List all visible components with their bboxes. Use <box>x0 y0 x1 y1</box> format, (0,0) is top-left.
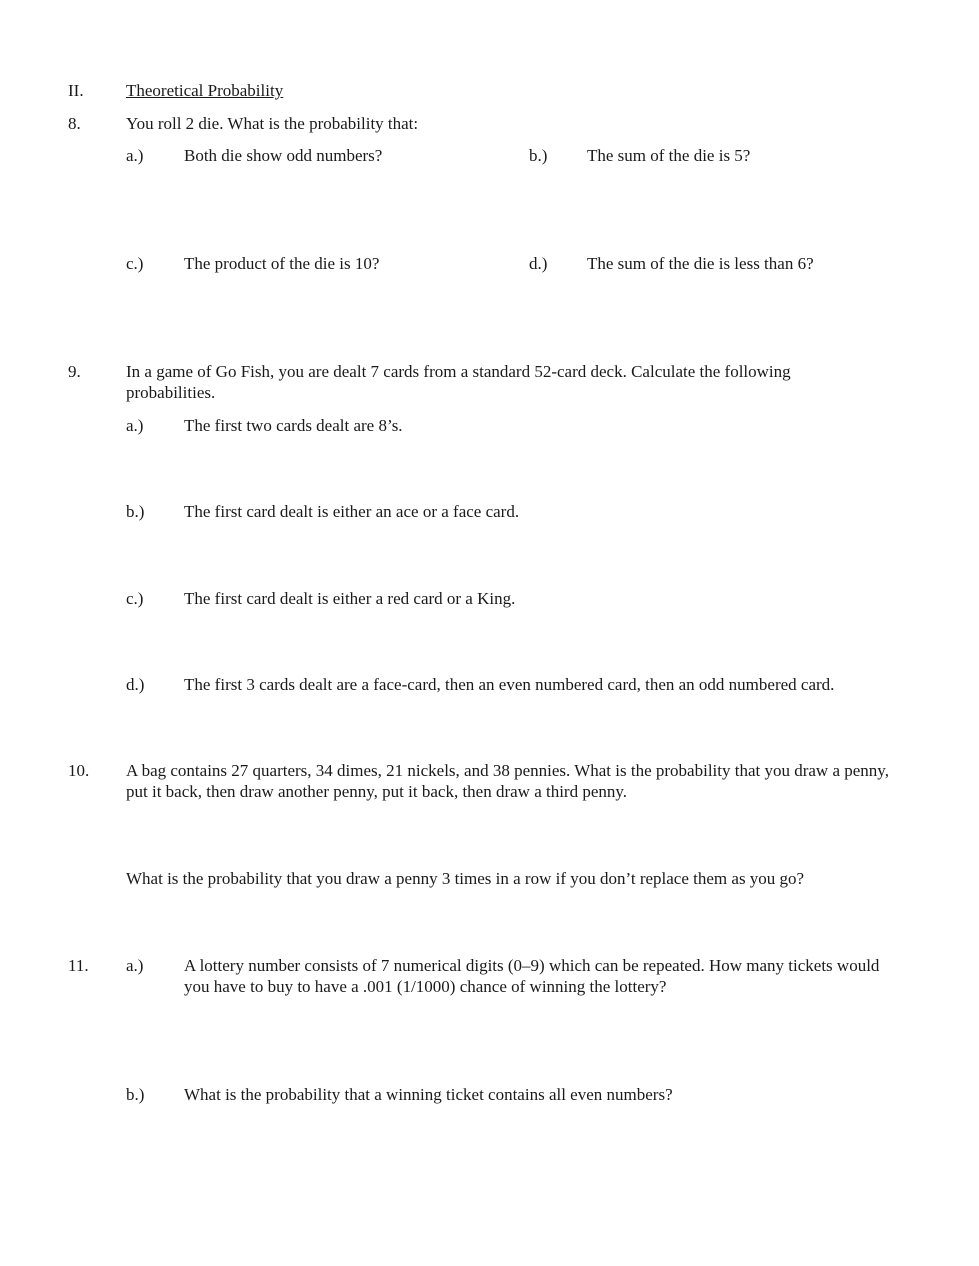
q10-followup: What is the probability that you draw a penny 3 times in a row if you don’t replace them as you go? <box>126 869 805 888</box>
q9-number: 9. <box>68 362 81 381</box>
q10-number: 10. <box>68 761 90 780</box>
q10-prompt: A bag contains 27 quarters, 34 dimes, 21 nickels, and 38 pennies. What is the probability that you draw a penny, put it back, then draw another penny, put it back, then draw a third penny. <box>126 761 889 801</box>
q8-d-label: d.) <box>529 254 548 273</box>
q9-d-text: The first 3 cards dealt are a face-card, then an even numbered card, then an odd numbered card. <box>184 675 835 694</box>
q9-a-text: The first two cards dealt are 8’s. <box>184 416 403 435</box>
q11-b-text: What is the probability that a winning ticket contains all even numbers? <box>184 1085 673 1104</box>
q11-a-text: A lottery number consists of 7 numerical digits (0–9) which can be repeated. How many tickets would you have to buy to have a .001 (1/1000) chance of winning the lottery? <box>184 956 880 996</box>
q11-b-label: b.) <box>126 1085 145 1104</box>
q8-a-label: a.) <box>126 146 144 165</box>
q9-b-label: b.) <box>126 502 145 521</box>
q9-prompt: In a game of Go Fish, you are dealt 7 cards from a standard 52-card deck. Calculate the following probabilities. <box>126 362 791 402</box>
q8-c-label: c.) <box>126 254 144 273</box>
q11-a-label: a.) <box>126 956 144 975</box>
q8-b-text: The sum of the die is 5? <box>587 146 751 165</box>
q9-d-label: d.) <box>126 675 145 694</box>
q8-a-text: Both die show odd numbers? <box>184 146 383 165</box>
section-title: Theoretical Probability <box>126 81 284 100</box>
q8-prompt: You roll 2 die. What is the probability that: <box>126 114 419 133</box>
q8-c-text: The product of the die is 10? <box>184 254 380 273</box>
q8-d-text: The sum of the die is less than 6? <box>587 254 814 273</box>
q8-b-label: b.) <box>529 146 548 165</box>
q11-number: 11. <box>68 956 89 975</box>
q9-a-label: a.) <box>126 416 144 435</box>
q9-b-text: The first card dealt is either an ace or a face card. <box>184 502 520 521</box>
q9-c-text: The first card dealt is either a red card or a King. <box>184 589 516 608</box>
q9-c-label: c.) <box>126 589 144 608</box>
q8-number: 8. <box>68 114 81 133</box>
section-number: II. <box>68 81 84 100</box>
